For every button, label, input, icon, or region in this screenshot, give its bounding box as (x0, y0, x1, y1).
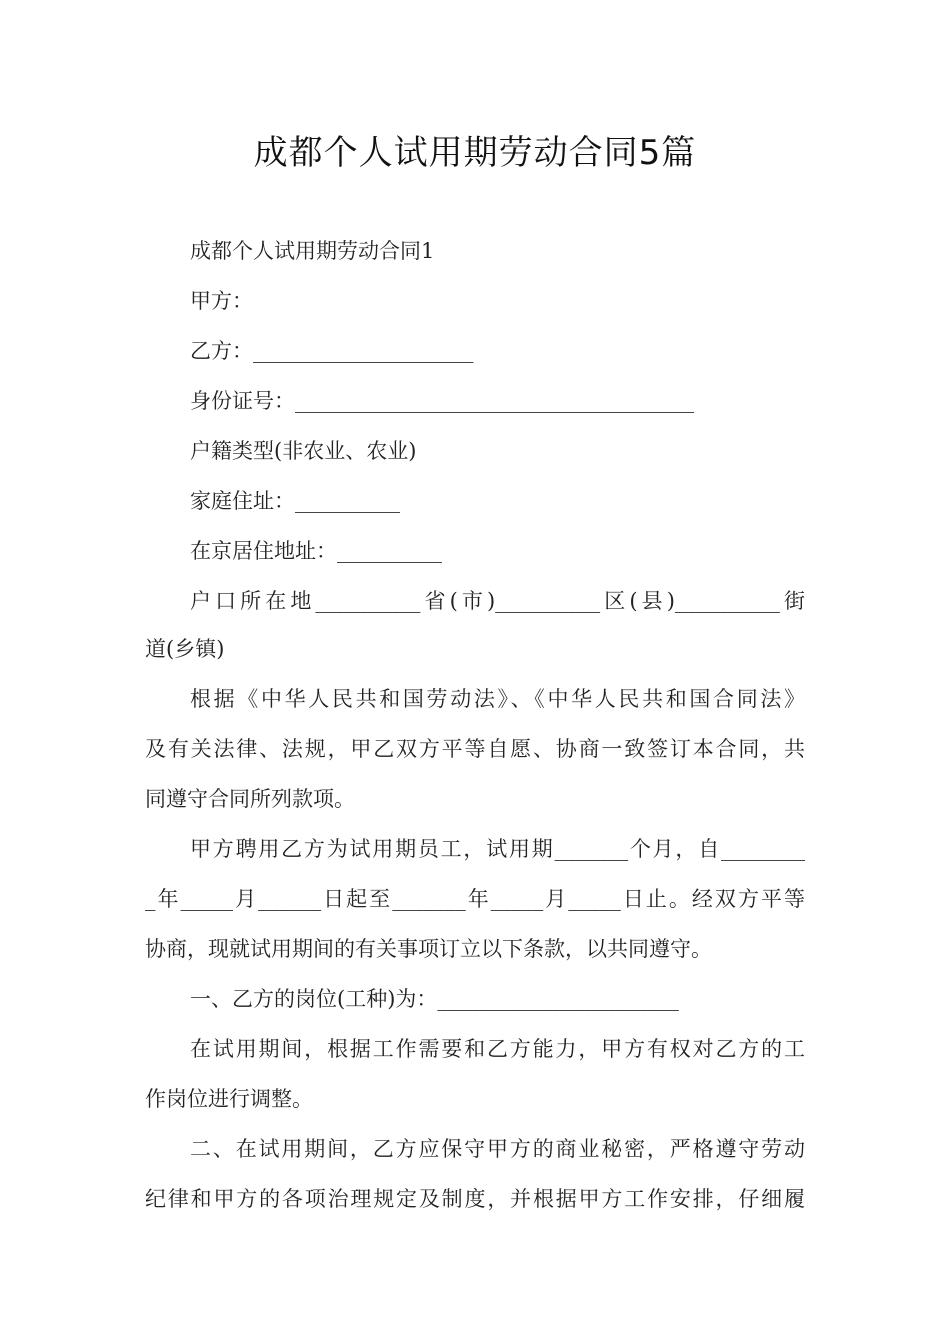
beijing-address-field: 在京居住地址：__________ (190, 539, 442, 563)
paragraph-line: 根据《中华人民共和国劳动法》、《中华人民共和国合同法》 (190, 687, 805, 711)
party-a-field: 甲方： (190, 289, 253, 313)
clause-two-line: 二、在试用期间，乙方应保守甲方的商业秘密，严格遵守劳动 (190, 1137, 805, 1161)
paragraph-line: 甲方聘用乙方为试用期员工，试用期_______个月，自________ (190, 837, 805, 861)
paragraph-line: 纪律和甲方的各项治理规定及制度，并根据甲方工作安排，仔细履 (145, 1187, 805, 1211)
paragraph-line: _年_____月______日起至_______年_____月_____日止。经双方平等 (145, 887, 805, 911)
paragraph-line: 作岗位进行调整。 (145, 1087, 313, 1111)
paragraph-line: 在试用期间，根据工作需要和乙方能力，甲方有权对乙方的工 (190, 1037, 805, 1061)
paragraph-line: 同遵守合同所列款项。 (145, 787, 355, 811)
registered-residence-field: 户口所在地__________省(市)__________区(县)__________街 (190, 589, 805, 613)
contract-heading: 成都个人试用期劳动合同1 (190, 239, 435, 263)
party-b-field: 乙方：_____________________ (190, 339, 474, 363)
id-number-field: 身份证号：______________________________________ (190, 389, 694, 413)
document-title: 成都个人试用期劳动合同5篇 (253, 133, 697, 173)
paragraph-line: 道(乡镇) (145, 637, 225, 661)
household-type-field: 户籍类型(非农业、农业) (190, 439, 417, 463)
paragraph-line: 及有关法律、法规，甲乙双方平等自愿、协商一致签订本合同，共 (145, 737, 805, 761)
paragraph-line: 协商，现就试用期间的有关事项订立以下条款，以共同遵守。 (145, 937, 712, 961)
home-address-field: 家庭住址：__________ (190, 489, 400, 513)
clause-one-line: 一、乙方的岗位(工种)为：_______________________ (190, 987, 679, 1011)
